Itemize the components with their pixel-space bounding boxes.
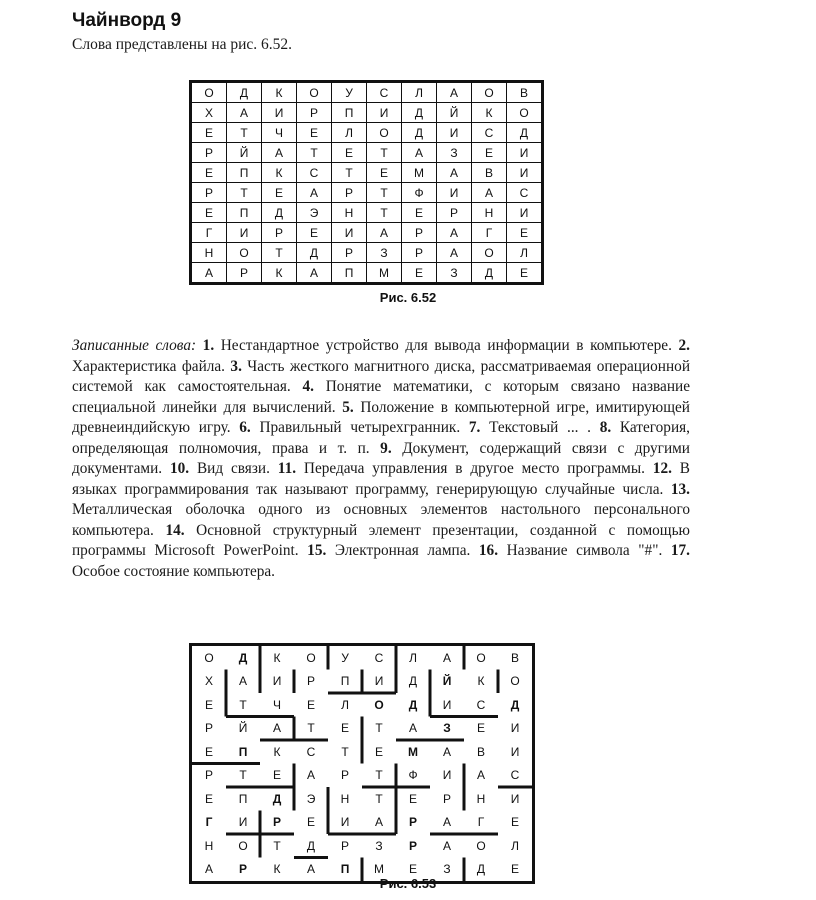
grid-cell: И bbox=[507, 163, 543, 183]
solution-cell: Ф bbox=[408, 768, 418, 783]
solution-cell: Р bbox=[238, 862, 247, 877]
grid-row bbox=[191, 82, 543, 103]
solution-cell: Е bbox=[476, 721, 485, 736]
grid-cell: Е bbox=[472, 143, 507, 163]
grid-cell: Е bbox=[402, 203, 437, 223]
solution-cell: Т bbox=[239, 697, 247, 712]
grid-cell: О bbox=[367, 123, 402, 143]
page-title: Чайнворд 9 bbox=[72, 10, 182, 31]
grid-cell: О bbox=[472, 243, 507, 263]
clue-text: В языках программирования так называют программу, генерирующую случайные числа. bbox=[72, 460, 690, 498]
grid-cell: В bbox=[472, 163, 507, 183]
solution-cell: А bbox=[374, 815, 383, 830]
clue-number: 12. bbox=[652, 460, 672, 477]
solution-cell: Р bbox=[340, 838, 349, 853]
grid-cell: Р bbox=[332, 183, 367, 203]
grid-cell: А bbox=[297, 263, 332, 284]
grid-cell: Д bbox=[402, 123, 437, 143]
clue-text: Основной структурный элемент презентации, созданной с помощью программы Microsoft PowerPoint. bbox=[72, 521, 690, 559]
clue-number: 5. bbox=[342, 398, 354, 416]
grid-cell: Д bbox=[297, 243, 332, 263]
solution-cell: А bbox=[408, 721, 417, 736]
solution-cell: Т bbox=[273, 838, 281, 853]
solution-cell: О bbox=[306, 650, 316, 665]
solution-cell: А bbox=[306, 768, 315, 783]
clue-number: 16. bbox=[478, 542, 499, 559]
solution-cell: В bbox=[510, 650, 519, 665]
clue-list bbox=[72, 337, 690, 580]
grid-row bbox=[191, 183, 543, 203]
solution-cell: М bbox=[408, 744, 418, 759]
solution-cell: А bbox=[204, 862, 213, 877]
grid-cell: Н bbox=[191, 243, 227, 263]
clue-text: Нестандартное устройство для вывода информации в компьютере. bbox=[214, 337, 679, 354]
chainword-grid bbox=[189, 80, 544, 285]
grid-cell: Р bbox=[262, 223, 297, 243]
solution-cell: Е bbox=[204, 697, 213, 712]
solution-cell: С bbox=[306, 744, 316, 759]
solution-cell: О bbox=[374, 697, 384, 712]
grid-cell: К bbox=[472, 103, 507, 123]
grid-cell: И bbox=[437, 123, 472, 143]
solution-cell: Р bbox=[442, 791, 451, 806]
grid-cell: Е bbox=[507, 263, 543, 284]
grid-cell: А bbox=[367, 223, 402, 243]
solution-cell: И bbox=[510, 744, 520, 759]
grid-cell: Е bbox=[402, 263, 437, 284]
solution-cell: Ч bbox=[273, 697, 281, 712]
grid-cell: А bbox=[437, 163, 472, 183]
solution-cell: Д bbox=[408, 674, 418, 689]
grid-cell: С bbox=[367, 82, 402, 103]
clue-text: Документ, содержащий связи с другими документами. bbox=[72, 439, 690, 477]
solution-cell: А bbox=[442, 815, 451, 830]
grid-cell: К bbox=[262, 263, 297, 284]
figure-caption-1: Рис. 6.52 bbox=[379, 290, 437, 305]
grid-cell: О bbox=[472, 82, 507, 103]
solution-row bbox=[191, 693, 534, 717]
solution-cell: А bbox=[442, 838, 451, 853]
grid-cell: Т bbox=[262, 243, 297, 263]
clue-number: 10. bbox=[169, 460, 190, 477]
solution-cell: А bbox=[476, 768, 485, 783]
solution-row bbox=[191, 645, 534, 670]
grid-cell: Т bbox=[332, 163, 367, 183]
grid-cell: Е bbox=[191, 203, 227, 223]
grid-cell: М bbox=[367, 263, 402, 284]
grid-cell: И bbox=[227, 223, 262, 243]
solution-cell: Д bbox=[476, 862, 486, 877]
grid-cell: Д bbox=[227, 82, 262, 103]
solution-cell: Д bbox=[238, 650, 248, 665]
solution-cell: А bbox=[272, 721, 281, 736]
solution-cell: Е bbox=[272, 768, 281, 783]
solution-cell: А bbox=[238, 674, 247, 689]
solution-cell: П bbox=[340, 862, 350, 877]
grid-cell: Р bbox=[191, 183, 227, 203]
solution-cell: Е bbox=[374, 744, 383, 759]
solution-cell: Т bbox=[375, 791, 383, 806]
grid-cell: Р bbox=[437, 203, 472, 223]
grid-cell: А bbox=[227, 103, 262, 123]
solution-cell: С bbox=[476, 697, 486, 712]
solution-cell: К bbox=[477, 674, 485, 689]
solution-cell: Д bbox=[408, 697, 418, 712]
solution-cell: Т bbox=[239, 768, 247, 783]
solution-cell: Т bbox=[341, 744, 349, 759]
solution-cell: И bbox=[238, 815, 248, 830]
grid-cell: З bbox=[437, 143, 472, 163]
grid-cell: Т bbox=[367, 143, 402, 163]
grid-cell: Р bbox=[191, 143, 227, 163]
clue-number: 7. bbox=[468, 419, 481, 436]
clue-text: Часть жесткого магнитного диска, рассматриваемая операционной системой как самостоятельная. bbox=[72, 357, 690, 395]
grid-cell: С bbox=[507, 183, 543, 203]
grid-cell: Т bbox=[227, 123, 262, 143]
grid-cell: П bbox=[227, 203, 262, 223]
solution-row bbox=[191, 811, 534, 835]
solution-cell: Д bbox=[272, 791, 282, 806]
grid-cell: А bbox=[191, 263, 227, 284]
grid-cell: Л bbox=[332, 123, 367, 143]
solution-cell: Р bbox=[204, 721, 213, 736]
grid-cell: И bbox=[507, 203, 543, 223]
grid-cell: О bbox=[297, 82, 332, 103]
solution-cell: И bbox=[510, 721, 520, 736]
solution-cell: Н bbox=[476, 791, 486, 806]
clue-text: Характеристика файла. bbox=[72, 357, 231, 375]
grid-cell: М bbox=[402, 163, 437, 183]
grid-cell: А bbox=[472, 183, 507, 203]
solution-cell: О bbox=[204, 650, 214, 665]
solution-cell: Е bbox=[204, 791, 213, 806]
grid-row bbox=[191, 123, 543, 143]
clue-text: Текстовый ... . bbox=[480, 419, 600, 436]
grid-cell: Й bbox=[437, 103, 472, 123]
clue-text: Вид связи. bbox=[189, 460, 278, 477]
solution-cell: Т bbox=[375, 768, 383, 783]
solution-grid bbox=[189, 643, 535, 884]
grid-cell: Т bbox=[367, 183, 402, 203]
solution-cell: Н bbox=[204, 838, 214, 853]
grid-row bbox=[191, 203, 543, 223]
grid-cell: В bbox=[507, 82, 543, 103]
clue-number: 3. bbox=[230, 357, 242, 375]
solution-cell: О bbox=[476, 650, 486, 665]
solution-cell: Р bbox=[272, 815, 281, 830]
solution-row bbox=[191, 740, 534, 764]
grid-cell: Г bbox=[191, 223, 227, 243]
solution-cell: Н bbox=[340, 791, 350, 806]
grid-cell: Т bbox=[297, 143, 332, 163]
grid-cell: Е bbox=[297, 223, 332, 243]
grid-cell: А bbox=[437, 223, 472, 243]
grid-cell: Р bbox=[402, 223, 437, 243]
grid-cell: С bbox=[297, 163, 332, 183]
solution-row bbox=[191, 670, 534, 694]
solution-cell: Р bbox=[306, 674, 315, 689]
grid-cell: И bbox=[262, 103, 297, 123]
clue-text: Передача управления в другое место программы. bbox=[296, 460, 653, 477]
solution-row bbox=[191, 787, 534, 811]
grid-cell: П bbox=[332, 103, 367, 123]
clue-text: Металлическая оболочка одного из основных элементов настольного персонального компьютера. bbox=[72, 501, 690, 539]
solution-cell: Е bbox=[510, 862, 519, 877]
solution-cell: Е bbox=[306, 815, 315, 830]
solution-cell: П bbox=[340, 674, 350, 689]
grid-cell: Е bbox=[297, 123, 332, 143]
solution-cell: Е bbox=[340, 721, 349, 736]
solution-cell: З bbox=[443, 721, 451, 736]
grid-cell: Е bbox=[507, 223, 543, 243]
solution-cell: Е bbox=[408, 862, 417, 877]
grid-cell: П bbox=[332, 263, 367, 284]
clue-number: 8. bbox=[599, 419, 612, 436]
clue-number: 6. bbox=[239, 419, 251, 436]
solution-row bbox=[191, 717, 534, 741]
grid-cell: П bbox=[227, 163, 262, 183]
grid-cell: Д bbox=[262, 203, 297, 223]
grid-row bbox=[191, 103, 543, 123]
grid-cell: Д bbox=[402, 103, 437, 123]
solution-cell: Л bbox=[511, 838, 519, 853]
grid-cell: Е bbox=[191, 163, 227, 183]
grid-cell: О bbox=[507, 103, 543, 123]
solution-cell: С bbox=[510, 768, 520, 783]
grid-cell: И bbox=[367, 103, 402, 123]
grid-cell: А bbox=[262, 143, 297, 163]
grid-cell: И bbox=[507, 143, 543, 163]
solution-cell: Д bbox=[510, 697, 520, 712]
solution-cell: М bbox=[374, 862, 384, 877]
solution-cell: У bbox=[341, 650, 349, 665]
grid-cell: К bbox=[262, 163, 297, 183]
clue-number: 17. bbox=[670, 542, 690, 559]
grid-cell: З bbox=[437, 263, 472, 284]
grid-row bbox=[191, 263, 543, 284]
solution-cell: Е bbox=[408, 791, 417, 806]
grid-row bbox=[191, 143, 543, 163]
solution-cell: Р bbox=[408, 815, 417, 830]
clues-label: Записанные слова: bbox=[72, 337, 197, 354]
solution-cell: И bbox=[374, 674, 384, 689]
clue-number: 4. bbox=[302, 378, 314, 395]
grid-cell: Р bbox=[402, 243, 437, 263]
figure-caption-2: Рис. 6.53 bbox=[379, 876, 437, 891]
grid-cell: И bbox=[437, 183, 472, 203]
solution-cell: З bbox=[375, 838, 383, 853]
solution-cell: Г bbox=[205, 815, 213, 830]
grid-cell: Ч bbox=[262, 123, 297, 143]
solution-cell: Л bbox=[409, 650, 417, 665]
solution-cell: И bbox=[510, 791, 520, 806]
solution-cell: А bbox=[306, 862, 315, 877]
grid-cell: Т bbox=[367, 203, 402, 223]
grid-cell: Х bbox=[191, 103, 227, 123]
grid-cell: Й bbox=[227, 143, 262, 163]
solution-cell: О bbox=[238, 838, 248, 853]
solution-cell: И bbox=[442, 697, 452, 712]
solution-cell: К bbox=[273, 744, 281, 759]
solution-cell: Е bbox=[204, 744, 213, 759]
grid-cell: Л bbox=[507, 243, 543, 263]
solution-cell: К bbox=[273, 862, 281, 877]
solution-cell: В bbox=[476, 744, 485, 759]
grid-cell: Р bbox=[227, 263, 262, 284]
clue-text: Электронная лампа. bbox=[326, 542, 479, 559]
grid-row bbox=[191, 163, 543, 183]
solution-cell: Р bbox=[340, 768, 349, 783]
grid-cell: У bbox=[332, 82, 367, 103]
solution-cell: Е bbox=[306, 697, 315, 712]
grid-cell: А bbox=[402, 143, 437, 163]
grid-cell: Л bbox=[402, 82, 437, 103]
solution-cell: П bbox=[238, 791, 248, 806]
grid-cell: Н bbox=[332, 203, 367, 223]
grid-cell: Т bbox=[227, 183, 262, 203]
grid-cell: К bbox=[262, 82, 297, 103]
grid-cell: Е bbox=[332, 143, 367, 163]
clue-text: Название символа "#". bbox=[498, 542, 671, 559]
solution-cell: Р bbox=[408, 838, 417, 853]
clue-number: 14. bbox=[165, 521, 185, 539]
solution-cell: Е bbox=[510, 815, 519, 830]
solution-cell: Р bbox=[204, 768, 213, 783]
solution-cell: Т bbox=[375, 721, 383, 736]
grid-cell: З bbox=[367, 243, 402, 263]
solution-row bbox=[191, 764, 534, 788]
grid-cell: Ф bbox=[402, 183, 437, 203]
grid-cell: Д bbox=[472, 263, 507, 284]
grid-row bbox=[191, 223, 543, 243]
solution-cell: И bbox=[442, 768, 452, 783]
clue-number: 11. bbox=[277, 460, 297, 477]
solution-cell: И bbox=[340, 815, 350, 830]
grid-cell: О bbox=[191, 82, 227, 103]
grid-cell: Е bbox=[367, 163, 402, 183]
clue-number: 15. bbox=[307, 542, 327, 559]
clue-number: 2. bbox=[678, 337, 690, 354]
grid-cell: О bbox=[227, 243, 262, 263]
solution-cell: Т bbox=[307, 721, 315, 736]
grid-cell: С bbox=[472, 123, 507, 143]
solution-cell: З bbox=[443, 862, 451, 877]
intro-text: Слова представлены на рис. 6.52. bbox=[72, 36, 293, 53]
solution-cell: А bbox=[442, 650, 451, 665]
grid-cell: Е bbox=[262, 183, 297, 203]
grid-cell: А bbox=[437, 82, 472, 103]
clue-text: Особое состояние компьютера. bbox=[72, 562, 276, 580]
clue-text: Правильный четырехгранник. bbox=[250, 419, 469, 436]
solution-cell: О bbox=[476, 838, 486, 853]
clue-number: 1. bbox=[202, 337, 215, 354]
solution-cell: С bbox=[374, 650, 384, 665]
grid-cell: Э bbox=[297, 203, 332, 223]
solution-cell: Э bbox=[306, 791, 316, 806]
grid-cell: Н bbox=[472, 203, 507, 223]
grid-cell: А bbox=[437, 243, 472, 263]
solution-cell: К bbox=[273, 650, 281, 665]
solution-cell: Х bbox=[204, 674, 213, 689]
grid-cell: А bbox=[297, 183, 332, 203]
solution-cell: П bbox=[238, 744, 248, 759]
solution-cell: А bbox=[442, 744, 451, 759]
solution-cell: Й bbox=[442, 674, 452, 689]
clue-text: Категория, определяющая полномочия, права и т. п. bbox=[72, 419, 690, 457]
clues-text bbox=[72, 336, 690, 582]
grid-cell: Е bbox=[191, 123, 227, 143]
clue-number: 9. bbox=[380, 439, 392, 457]
grid-cell: Г bbox=[472, 223, 507, 243]
grid-cell: Д bbox=[507, 123, 543, 143]
solution-cell: Й bbox=[238, 721, 248, 736]
solution-cell: Г bbox=[477, 815, 485, 830]
solution-cell: Л bbox=[341, 697, 349, 712]
grid-cell: Р bbox=[332, 243, 367, 263]
clue-text: Понятие математики, с которым связано название специальной линейки для вычислений. bbox=[72, 378, 690, 416]
solution-cell: Д bbox=[306, 838, 316, 853]
clue-number: 13. bbox=[670, 480, 690, 498]
solution-cell: И bbox=[272, 674, 282, 689]
grid-row bbox=[191, 243, 543, 263]
grid-cell: Р bbox=[297, 103, 332, 123]
solution-row bbox=[191, 834, 534, 858]
clue-text: Положение в компьютерной игре, имитирующей древнеиндийскую игру. bbox=[72, 398, 690, 436]
grid-cell: И bbox=[332, 223, 367, 243]
solution-cell: О bbox=[510, 674, 520, 689]
